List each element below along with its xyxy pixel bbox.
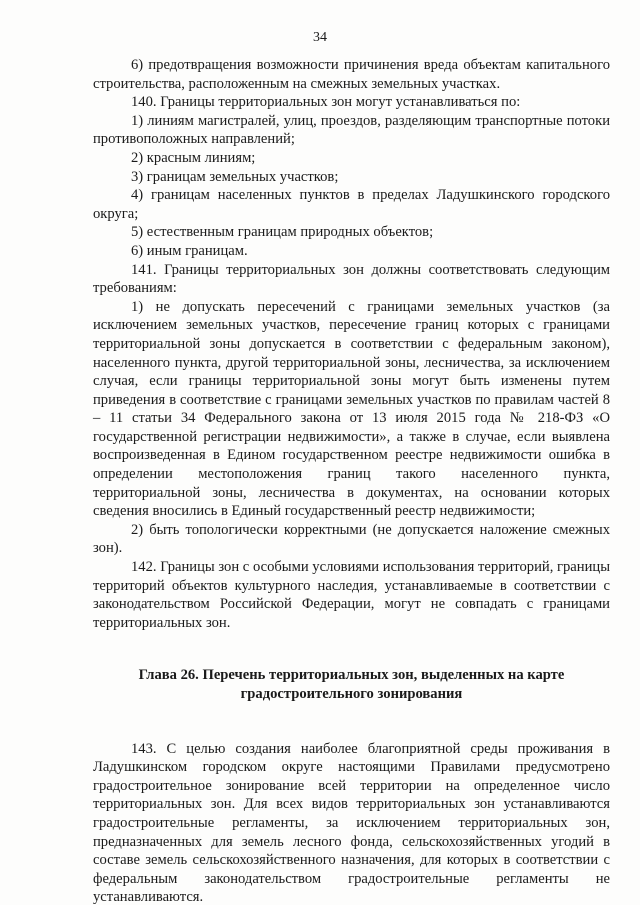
paragraph: 143. С целью создания наиболее благоприятной среды проживания в Ладушкинском городском округе настоящими Правилами предусмотрено градостроительное зонирование всей территории на определенное число территориальных зон. Для всех видов территориальных зон устанавливаются градостроительные регламенты, за исключением территориальных зон, предназначенных для земель лесного фонда, сельскохозяйственных угодий в составе земель сельскохозяйственного назначения, для которых в соответствии с федеральным законодательством градостроительные регламенты не устанавливаются. <box>93 740 610 906</box>
paragraph: 6) предотвращения возможности причинения вреда объектам капитального строительства, расположенным на смежных земельных участках. <box>93 57 610 92</box>
paragraph: 4) границам населенных пунктов в пределах Ладушкинского городского округа; <box>93 187 610 222</box>
chapter-heading <box>93 666 610 703</box>
paragraph: 5) естественным границам природных объектов; <box>131 224 434 241</box>
paragraph: 140. Границы территориальных зон могут устанавливаться по: <box>131 94 521 111</box>
paragraph: 3) границам земельных участков; <box>131 168 339 185</box>
chapter-title-line-2: градостроительного зонирования <box>240 686 463 702</box>
paragraph: 1) линиям магистралей, улиц, проездов, разделяющим транспортные потоки противоположных направлений; <box>93 112 610 148</box>
paragraph: 1) не допускать пересечений с границами земельных участков (за исключением земельных участков, пересечение границ которых с границами территориальной зоны допускается в соответствии с федеральным законом), населенного пункта, другой территориальной зоны, лесничества, за исключением случая, если границы территориальной зоны могут быть изменены путем приведения в соответствие с границами земельных участков по правилам частей 8 – 11 статьи 34 Федерального закона от 13 июля 2015 года № 218-ФЗ «О государственной регистрации недвижимости», а также в случае, если выявлена воспроизведенная в Едином государственном реестре недвижимости ошибка в определении местоположения границ такого населенного пункта, территориальной зоны, лесничества в документах, на основании которых сведения вносились в Единый государственный реестр недвижимости; <box>93 298 610 520</box>
chapter-title-line-1: Глава 26. Перечень территориальных зон, выделенных на карте <box>138 667 565 684</box>
paragraph: 141. Границы территориальных зон должны соответствовать следующим требованиям: <box>93 261 610 297</box>
paragraph: 6) иным границам. <box>131 242 248 259</box>
page-number: 34 <box>313 30 327 45</box>
document-body <box>93 56 610 907</box>
paragraph: 2) быть топологически корректными (не допускается наложение смежных зон). <box>93 521 610 557</box>
paragraph: 142. Границы зон с особыми условиями использования территорий, границы территорий объектов культурного наследия, устанавливаемые в соответствии с законодательством Российской Федерации, могут не совпадать с границами территориальных зон. <box>93 559 610 631</box>
paragraph: 2) красным линиям; <box>131 149 256 166</box>
